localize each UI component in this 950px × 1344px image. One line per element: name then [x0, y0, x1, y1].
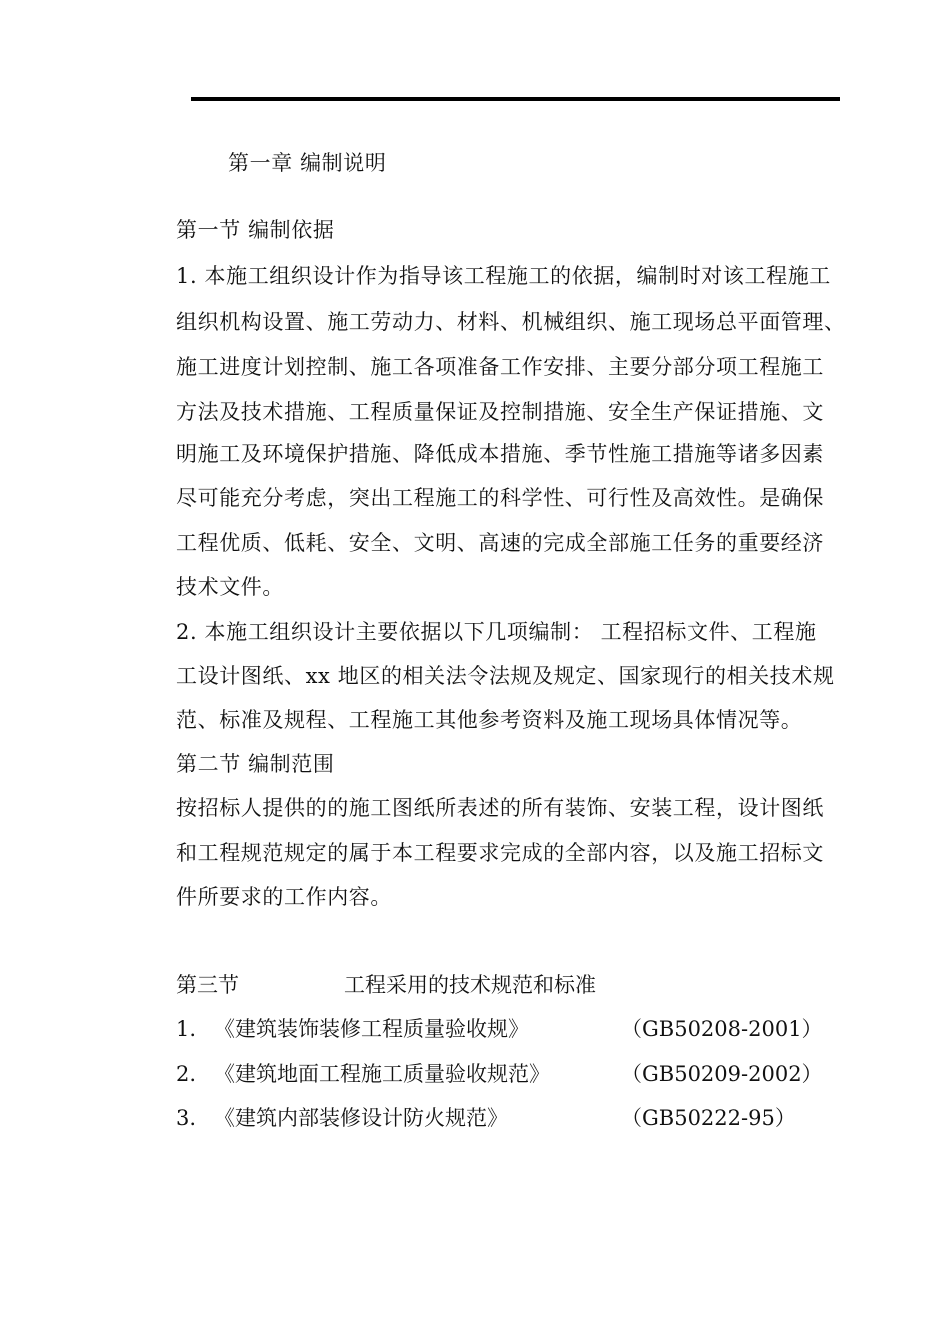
standard-item: [176, 1014, 823, 1044]
standard-item: [176, 1103, 796, 1133]
paragraph-line: 2. 本施工组织设计主要依据以下几项编制： 工程招标文件、工程施: [176, 620, 817, 644]
standard-number: 3.: [176, 1106, 197, 1130]
paragraph-line: 和工程规范规定的属于本工程要求完成的全部内容，以及施工招标文: [176, 841, 824, 865]
section-3-label: 第三节: [176, 973, 239, 997]
paragraph-line: 1. 本施工组织设计作为指导该工程施工的依据，编制时对该工程施工: [176, 264, 831, 288]
paragraph-line: 方法及技术措施、工程质量保证及控制措施、安全生产保证措施、文: [176, 400, 824, 424]
standard-name: 《建筑地面工程施工质量验收规范》: [214, 1062, 550, 1086]
paragraph-line: 明施工及环境保护措施、降低成本措施、季节性施工措施等诸多因素: [176, 442, 824, 466]
standard-code: （GB50209-2002）: [621, 1062, 823, 1086]
paragraph-line: 工程优质、低耗、安全、文明、高速的完成全部施工任务的重要经济: [176, 531, 824, 555]
paragraph-line: 尽可能充分考虑，突出工程施工的科学性、可行性及高效性。是确保: [176, 486, 824, 510]
paragraph-line: 范、标准及规程、工程施工其他参考资料及施工现场具体情况等。: [176, 708, 803, 732]
standard-number: 1.: [176, 1017, 197, 1041]
paragraph-line: 施工进度计划控制、施工各项准备工作安排、主要分部分项工程施工: [176, 355, 824, 379]
paragraph-line: 组织机构设置、施工劳动力、材料、机械组织、施工现场总平面管理、: [176, 310, 846, 334]
section-1-title: 第一节 编制依据: [176, 218, 335, 242]
standard-code: （GB50208-2001）: [621, 1017, 823, 1041]
header-rule: [191, 97, 840, 101]
section-2-title: 第二节 编制范围: [176, 752, 335, 776]
section-3-heading: 工程采用的技术规范和标准: [344, 973, 596, 997]
paragraph-line: 工设计图纸、xx 地区的相关法令法规及规定、国家现行的相关技术规: [176, 664, 835, 688]
paragraph-line: 件所要求的工作内容。: [176, 885, 392, 909]
paragraph-line: 按招标人提供的的施工图纸所表述的所有装饰、安装工程，设计图纸: [176, 796, 824, 820]
section-3-title: [176, 970, 596, 1000]
standard-number: 2.: [176, 1062, 197, 1086]
chapter-title: 第一章 编制说明: [228, 151, 387, 175]
standard-code: （GB50222-95）: [621, 1106, 796, 1130]
standard-item: [176, 1059, 823, 1089]
standard-name: 《建筑装饰装修工程质量验收规》: [214, 1017, 529, 1041]
paragraph-line: 技术文件。: [176, 575, 284, 599]
standard-name: 《建筑内部装修设计防火规范》: [214, 1106, 508, 1130]
